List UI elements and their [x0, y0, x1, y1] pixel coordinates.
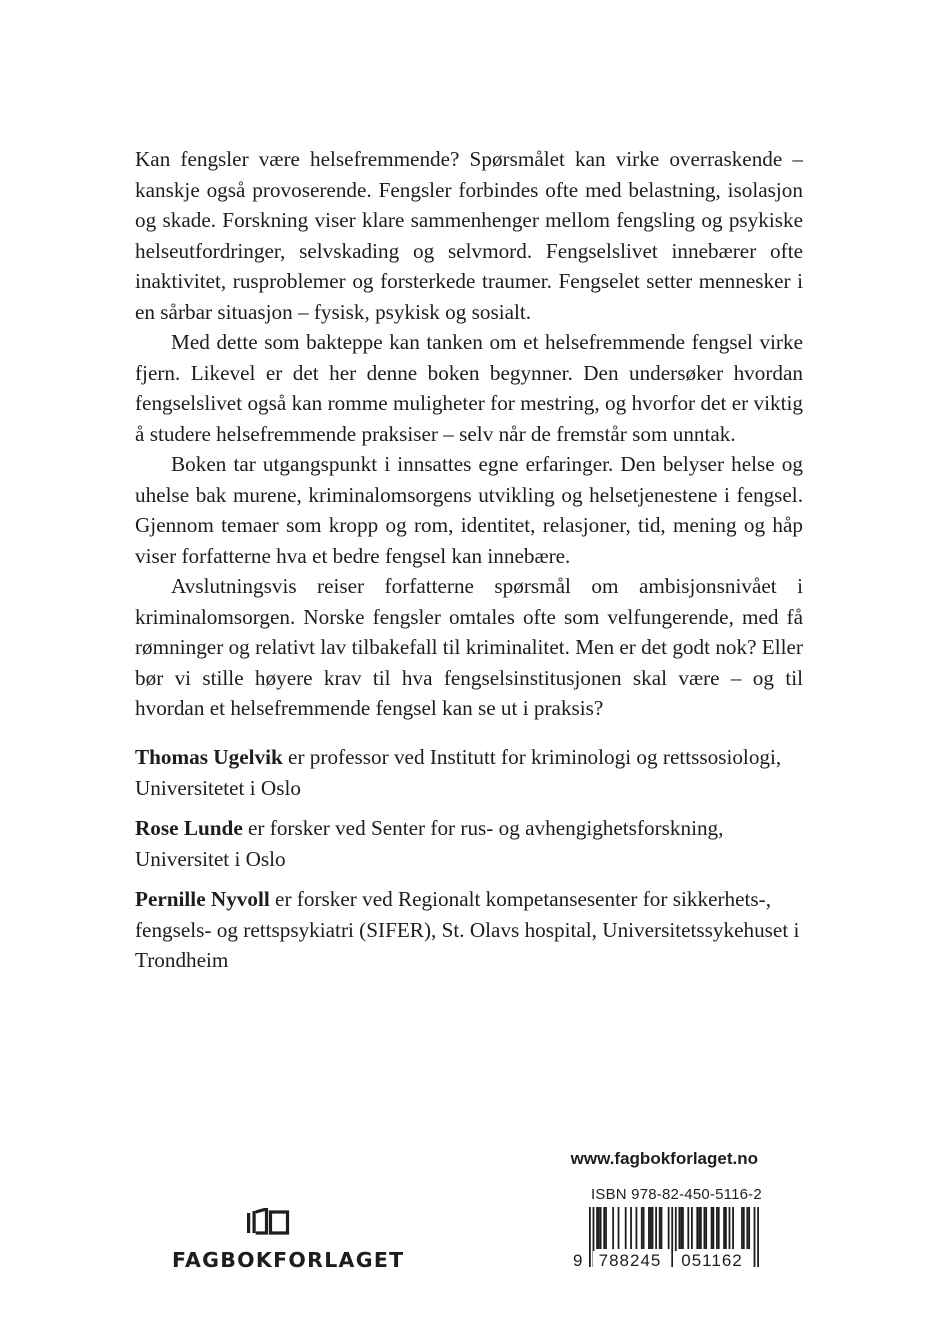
description-paragraph: Med dette som bakteppe kan tanken om et helsefremmende fengsel virke fjern. Likevel er det her denne boken begynner. Den undersøker hvordan fengselslivet også kan romme muligheter for mestring, og hvorfor det er viktig å studere helsefremmende praksiser – selv når de fremstår som unntak. [135, 330, 803, 446]
barcode-bar [682, 1207, 684, 1249]
isbn-barcode [573, 1207, 763, 1287]
barcode-bar [700, 1207, 702, 1249]
barcode-bar [696, 1207, 698, 1249]
barcode-bar [636, 1207, 638, 1249]
barcode-bar [668, 1207, 670, 1249]
barcode-bar [716, 1207, 718, 1249]
barcode-bar [741, 1207, 743, 1249]
author-bio [135, 742, 803, 803]
barcode-bar [659, 1207, 661, 1249]
barcode-bar [678, 1207, 680, 1249]
author-bio-text: er forsker ved Senter for rus- og avhengighetsforskning, Universitet i Oslo [135, 816, 724, 871]
description-paragraph: Kan fengsler være helsefremmende? Spørsmålet kan virke overraskende – kanskje også provoserende. Fengsler forbindes ofte med belastning, isolasjon og skade. Forskning viser klare sammenhenger mellom fengsling og psykiske helseutfordringer, selvskading og selvmord. Fengselslivet innebærer ofte inaktivitet, rusproblemer og forsterkede traumer. Fengselet setter mennesker i en sårbar situasjon – fysisk, psykisk og sosialt. [135, 147, 803, 324]
barcode-bar [705, 1207, 707, 1249]
barcode-bar [661, 1207, 663, 1249]
barcode-bar [718, 1207, 720, 1249]
barcode-bar [711, 1207, 713, 1249]
description-paragraph: Avslutningsvis reiser forfatterne spørsmål om ambisjonsnivået i kriminalomsorgen. Norske fengsler omtales ofte som velfungerende, med få rømninger og relativt lav tilbakefall til kriminalitet. Men er det godt nok? Eller bør vi stille høyere krav til hva fengselsinstitusjonen skal være – og til hvordan et helsefremmende fengsel kan se ut i praksis? [135, 574, 803, 720]
barcode-guard-bar [589, 1207, 591, 1267]
isbn-label: ISBN 978-82-450-5116-2 [591, 1186, 762, 1203]
author-name: Thomas Ugelvik [135, 745, 283, 769]
barcode-bar [687, 1207, 689, 1249]
barcode-first-digit: 9 [573, 1251, 583, 1270]
author-name: Rose Lunde [135, 816, 243, 840]
barcode-bar [691, 1207, 693, 1249]
publisher-url: www.fagbokforlaget.no [570, 1149, 758, 1168]
author-bio-text: er professor ved Institutt for kriminologi og rettssosiologi, Universitetet i Oslo [135, 745, 782, 800]
barcode-bar [600, 1207, 602, 1249]
barcode-bar [648, 1207, 650, 1249]
barcode-bar [630, 1207, 632, 1249]
barcode-bar [712, 1207, 714, 1249]
open-book-logo-icon [246, 1208, 290, 1236]
barcode-bar [704, 1207, 706, 1249]
barcode-bar [618, 1207, 620, 1249]
barcode-bar [680, 1207, 682, 1249]
barcode-bar [603, 1207, 605, 1249]
barcode-bar [598, 1207, 600, 1249]
barcode-left-group: 788245 [593, 1251, 667, 1271]
barcode-bar [641, 1207, 643, 1249]
barcode-bar [725, 1207, 727, 1249]
barcode-right-group: 051162 [673, 1251, 751, 1271]
author-bios [135, 742, 803, 986]
publisher-name: FAGBOKFORLAGET [172, 1248, 405, 1272]
barcode-bar [650, 1207, 652, 1249]
barcode-guard-bar [754, 1207, 756, 1267]
barcode-bar [748, 1207, 750, 1249]
back-cover-description [135, 144, 803, 724]
barcode-bar [732, 1207, 734, 1249]
author-bio-text: er forsker ved Regionalt kompetansesenter for sikkerhets-, fengsels- og rettspsykiatri (SIFER), St. Olavs hospital, Universitetssykehuset i Trondheim [135, 887, 800, 972]
barcode-bar [612, 1207, 614, 1249]
author-name: Pernille Nyvoll [135, 887, 270, 911]
barcode-bar [729, 1207, 731, 1249]
barcode-bar [655, 1207, 657, 1249]
barcode-bar [746, 1207, 748, 1249]
author-bio [135, 884, 803, 976]
barcode-bar [625, 1207, 627, 1249]
barcode-bar [743, 1207, 745, 1249]
barcode-bar [643, 1207, 645, 1249]
description-paragraph: Boken tar utgangspunkt i innsattes egne erfaringer. Den belyser helse og uhelse bak murene, kriminalomsorgens utvikling og helsetjenestene i fengsel. Gjennom temaer som kropp og rom, identitet, relasjoner, tid, mening og håp viser forfatterne hva et bedre fengsel kan innebære. [135, 452, 803, 568]
barcode-guard-bar [757, 1207, 759, 1267]
barcode-bar [698, 1207, 700, 1249]
barcode-bar [723, 1207, 725, 1249]
barcode-bar [652, 1207, 654, 1249]
barcode-bar [596, 1207, 598, 1249]
barcode-bar [605, 1207, 607, 1249]
author-bio [135, 813, 803, 874]
